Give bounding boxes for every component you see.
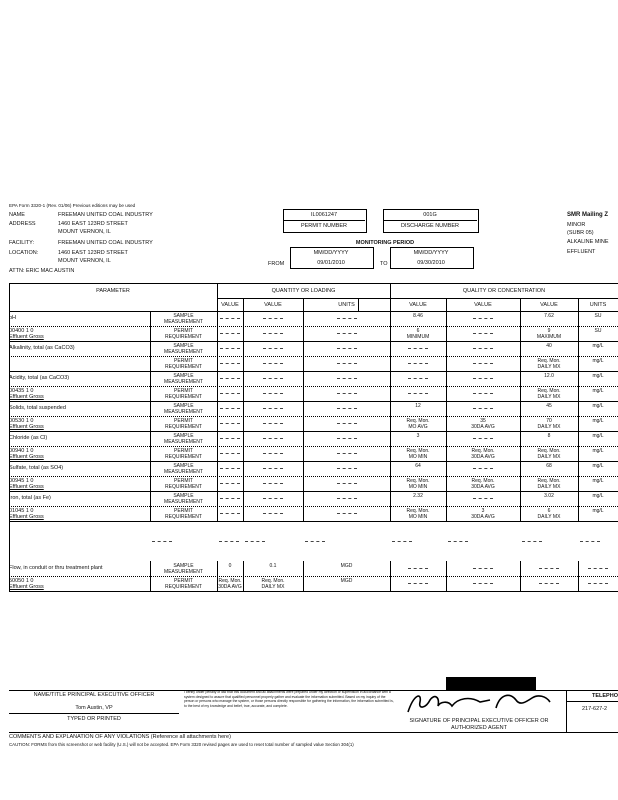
parameter-code: 01045 1 0 [9, 508, 34, 514]
table-cell: 2.32 [413, 493, 423, 499]
table-cell: Req. Mon. DAILY MX [537, 478, 561, 490]
from-label: FROM [268, 261, 285, 267]
address-line1: 1460 EAST 123RD STREET [58, 221, 128, 227]
parameter-name: Chloride (as Cl) [9, 435, 48, 441]
permit-requirement-label: PERMIT REQUIREMENT [165, 448, 202, 460]
table-cell: 12.0 [544, 373, 554, 379]
sample-measurement-label: SAMPLE MEASUREMENT [164, 373, 203, 385]
table-cell: Req. Mon. MO MIN [406, 448, 430, 460]
sample-measurement-label: SAMPLE MEASUREMENT [164, 463, 203, 475]
table-cell: MGD [340, 563, 353, 569]
table-cell: Req. Mon. MO MIN [406, 478, 430, 490]
name-value-sig: Tom Austin, VP [75, 705, 113, 711]
table-cell: MGD [340, 578, 353, 584]
monitoring-period-label: MONITORING PERIOD [355, 240, 415, 246]
discharge-label: DISCHARGE NUMBER [400, 223, 460, 229]
table-cell: 3.02 [544, 493, 554, 499]
parameter-code: 00940 1 0 [9, 448, 34, 454]
value-header: VALUE [540, 302, 558, 308]
from-value: 09/01/2010 [317, 260, 345, 266]
table-cell: 6 DAILY MX [537, 508, 561, 520]
table-cell: mg/L [592, 358, 604, 364]
sample-measurement-label: SAMPLE MEASUREMENT [164, 313, 203, 325]
facility-label: FACILITY: [9, 240, 35, 246]
parameter-name: Sulfate, total (as SO4) [9, 465, 64, 471]
permit-requirement-label: PERMIT REQUIREMENT [165, 478, 202, 490]
table-cell: Req. Mon. DAILY MX [261, 578, 285, 590]
parameter-name: Alkalinity, total (as CaCO3) [9, 345, 75, 351]
comments-label: COMMENTS AND EXPLANATION OF ANY VIOLATIONS (Reference all attachments here) [9, 734, 231, 740]
table-cell: 6 MINIMUM [406, 328, 430, 340]
name-title-label: NAME/TITLE PRINCIPAL EXECUTIVE OFFICER [33, 692, 155, 698]
table-cell: 3 [416, 433, 420, 439]
table-cell: mg/L [592, 388, 604, 394]
value-header: VALUE [264, 302, 282, 308]
permit-requirement-label: PERMIT REQUIREMENT [165, 328, 202, 340]
parameter-type: Effluent Gross [9, 394, 44, 400]
table-cell: mg/L [592, 403, 604, 409]
discharge-value: 001G [423, 212, 437, 218]
table-cell: 64 [415, 463, 421, 469]
value-header: VALUE [474, 302, 492, 308]
table-cell: mg/L [592, 433, 604, 439]
facility-value: FREEMAN UNITED COAL INDUSTRY [58, 240, 153, 246]
certification-text: I certify under penalty of law that this document and all attachments were prepared under my direction or supervision in accordance with a system designed to assure that qualified personnel properly gather and evaluate the information submitted. Based on my inquiry of the person or persons who manage the system, or those persons directly responsible for gathering the information, the information submitted is, to the best of my knowledge and belief, true, accurate, and complete. [184, 690, 394, 708]
parameter-type: Effluent Gross [9, 584, 44, 590]
address-label: ADDRESS [9, 221, 36, 227]
right-line-0: MINOR [567, 222, 586, 228]
parameter-name: pH [9, 315, 17, 321]
table-cell: 0 [228, 563, 232, 569]
table-cell: SU [594, 328, 602, 334]
sample-measurement-label: SAMPLE MEASUREMENT [164, 403, 203, 415]
sample-measurement-label: SAMPLE MEASUREMENT [164, 343, 203, 355]
to-label: TO [380, 261, 388, 267]
table-cell: mg/L [592, 463, 604, 469]
quality-header: QUALITY OR CONCENTRATION [462, 288, 546, 294]
right-line-1: (SUBR 05) [567, 230, 594, 236]
permit-label: PERMIT NUMBER [300, 223, 348, 229]
name-label: NAME [9, 212, 25, 218]
form-id: EPA Form 3320-1 (Rev. 01/06) Previous editions may be used [9, 203, 136, 208]
table-cell: Req. Mon. MO MIN [406, 508, 430, 520]
table-cell: Req. Mon. DAILY MX [537, 388, 561, 400]
table-cell: 9 MAXIMUM [536, 328, 562, 340]
units-header: UNITS [338, 302, 355, 308]
table-cell: mg/L [592, 373, 604, 379]
location-line1: 1460 EAST 123RD STREET [58, 250, 128, 256]
table-cell: 35 30DA AVG [471, 418, 495, 430]
table-cell: 8.46 [413, 313, 423, 319]
table-cell: Req. Mon. 30DA AVG [471, 478, 495, 490]
parameter-name: Flow, in conduit or thru treatment plant [9, 565, 103, 571]
permit-requirement-label: PERMIT REQUIREMENT [165, 578, 202, 590]
table-cell: 0.1 [269, 563, 277, 569]
permit-requirement-label: PERMIT REQUIREMENT [165, 508, 202, 520]
table-cell: 3 30DA AVG [471, 508, 495, 520]
right-line-3: EFFLUENT [567, 249, 596, 255]
table-cell: 40 [546, 343, 552, 349]
footer-note: CAUTION: FORMS from this screenshot or web facility (U.S.) will not be accepted. EPA Form 3320 revised pages are used to reset total number of sampled value Section 304(1) [9, 742, 354, 747]
mm-dd-yyyy-2: MM/DD/YYYY [413, 250, 449, 256]
table-cell: mg/L [592, 508, 604, 514]
parameter-type: Effluent Gross [9, 334, 44, 340]
telephone-label: TELEPHO [592, 693, 618, 699]
table-cell: 45 [546, 403, 552, 409]
sample-measurement-label: SAMPLE MEASUREMENT [164, 493, 203, 505]
table-cell: mg/L [592, 493, 604, 499]
typed-label: TYPED OR PRINTED [67, 716, 121, 722]
sample-measurement-label: SAMPLE MEASUREMENT [164, 433, 203, 445]
table-cell: 7.62 [544, 313, 554, 319]
signature-label-1: SIGNATURE OF PRINCIPAL EXECUTIVE OFFICER OR [409, 718, 549, 724]
to-value: 09/30/2010 [417, 260, 445, 266]
table-cell: Req. Mon. 30DA AVG [471, 448, 495, 460]
parameter-name: Solids, total suspended [9, 405, 66, 411]
right-line-2: ALKALINE MINE [567, 239, 609, 245]
name-value: FREEMAN UNITED COAL INDUSTRY [58, 212, 153, 218]
parameter-code: 50050 1 0 [9, 578, 34, 584]
parameter-code: 00400 1 0 [9, 328, 34, 334]
attn-label: ATTN: ERIC MAC AUSTIN [9, 268, 75, 274]
location-line2: MOUNT VERNON, IL [58, 258, 111, 264]
location-label: LOCATION: [9, 250, 39, 256]
parameter-code: 00435 1 0 [9, 388, 34, 394]
table-cell: Req. Mon. DAILY MX [537, 448, 561, 460]
address-line2: MOUNT VERNON, IL [58, 229, 111, 235]
units-header: UNITS [589, 302, 607, 308]
telephone-value: 217-627-2 [582, 706, 608, 712]
parameter-code: 00945 1 0 [9, 478, 34, 484]
table-cell: 68 [546, 463, 552, 469]
parameter-type: Effluent Gross [9, 484, 44, 490]
table-cell: 70 DAILY MX [537, 418, 561, 430]
table-cell: mg/L [592, 448, 604, 454]
parameter-type: Effluent Gross [9, 424, 44, 430]
permit-requirement-label: PERMIT REQUIREMENT [165, 388, 202, 400]
table-cell: Req. Mon. 30DA AVG [218, 578, 242, 590]
table-cell: mg/L [592, 478, 604, 484]
table-cell: mg/L [592, 418, 604, 424]
value-header: VALUE [221, 302, 239, 308]
permit-value: IL0061247 [311, 212, 337, 218]
signature-label-2: AUTHORIZED AGENT [451, 725, 507, 731]
mm-dd-yyyy-1: MM/DD/YYYY [313, 250, 349, 256]
table-cell: SU [594, 313, 602, 319]
table-cell: 8 [547, 433, 551, 439]
table-cell: 12 [415, 403, 421, 409]
parameter-type: Effluent Gross [9, 454, 44, 460]
sample-measurement-label: SAMPLE MEASUREMENT [164, 563, 203, 575]
parameter-code: 00530 1 0 [9, 418, 34, 424]
table-cell: Req. Mon. MO AVG [406, 418, 430, 430]
permit-requirement-label: PERMIT REQUIREMENT [165, 418, 202, 430]
quantity-header: QUANTITY OR LOADING [271, 288, 336, 294]
table-cell: Req. Mon. DAILY MX [537, 358, 561, 370]
smr-mailing: SMR Mailing Z [567, 212, 608, 218]
parameter-header: PARAMETER [96, 288, 130, 294]
parameter-name: Iron, total (as Fe) [9, 495, 51, 501]
signature-image [400, 688, 580, 718]
table-cell: mg/L [592, 343, 604, 349]
value-header: VALUE [409, 302, 427, 308]
permit-requirement-label: PERMIT REQUIREMENT [165, 358, 202, 370]
parameter-name: Acidity, total (as CaCO3) [9, 375, 70, 381]
parameter-type: Effluent Gross [9, 514, 44, 520]
